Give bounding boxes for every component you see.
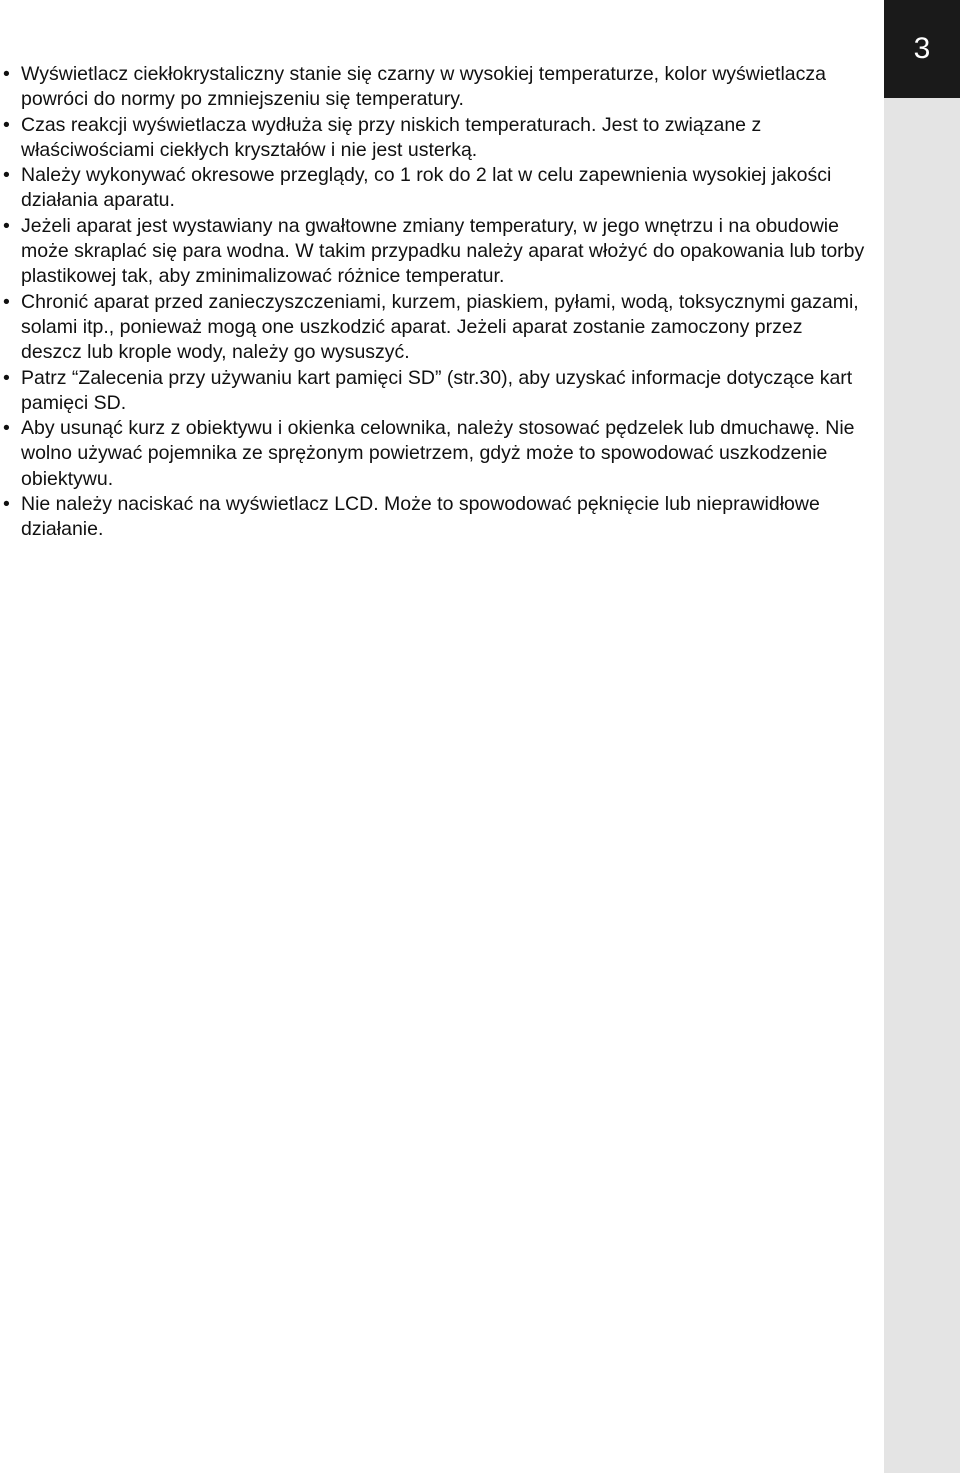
list-item-text: Wyświetlacz ciekłokrystaliczny stanie się czarny w wysokiej temperaturze, kolor wyświetlacza powróci do normy po zmniejszeniu się temperatury. [21, 63, 826, 111]
chapter-number-tab: 3 [884, 0, 960, 98]
list-item [0, 492, 866, 543]
list-item [0, 62, 866, 113]
side-margin-strip [884, 0, 960, 1473]
list-item [0, 113, 866, 164]
bullet-icon: • [3, 417, 10, 440]
list-item-text: Należy wykonywać okresowe przeglądy, co 1 rok do 2 lat w celu zapewnienia wysokiej jakości działania aparatu. [21, 164, 832, 212]
bullet-icon: • [3, 290, 10, 313]
page-content [0, 62, 866, 543]
list-item-text: Jeżeli aparat jest wystawiany na gwałtowne zmiany temperatury, w jego wnętrzu i na obudowie może skraplać się para wodna. W takim przypadku należy aparat włożyć do opakowania lub torby plastikowej tak, aby zminimalizować różnice temperatur. [21, 214, 865, 288]
list-item [0, 416, 866, 492]
list-item-text: Czas reakcji wyświetlacza wydłuża się przy niskich temperaturach. Jest to związane z właściwościami ciekłych kryształów i nie jest usterką. [21, 113, 762, 161]
list-item [0, 290, 866, 366]
bullet-icon: • [3, 214, 10, 237]
list-item-text: Nie należy naciskać na wyświetlacz LCD. Może to spowodować pęknięcie lub nieprawidłowe działanie. [21, 493, 820, 541]
bullet-icon: • [3, 113, 10, 136]
bullet-icon: • [3, 164, 10, 187]
bullet-icon: • [3, 493, 10, 516]
list-item-text: Chronić aparat przed zanieczyszczeniami, kurzem, piaskiem, pyłami, wodą, toksycznymi gazami, solami itp., ponieważ mogą one uszkodzić aparat. Jeżeli aparat zostanie zamoczony przez deszcz lub krople wody, należy go wysuszyć. [21, 290, 859, 364]
care-instructions-list [0, 62, 866, 543]
bullet-icon: • [3, 63, 10, 85]
list-item-text: Aby usunąć kurz z obiektywu i okienka celownika, należy stosować pędzelek lub dmuchawę. Nie wolno używać pojemnika ze sprężonym powietrzem, gdyż może to spowodować uszkodzenie obiektywu. [21, 417, 855, 490]
bullet-icon: • [3, 366, 10, 389]
list-item [0, 163, 866, 214]
list-item-text: Patrz “Zalecenia przy używaniu kart pamięci SD” (str.30), aby uzyskać informacje dotyczące kart pamięci SD. [21, 366, 853, 414]
list-item [0, 214, 866, 290]
list-item [0, 366, 866, 417]
